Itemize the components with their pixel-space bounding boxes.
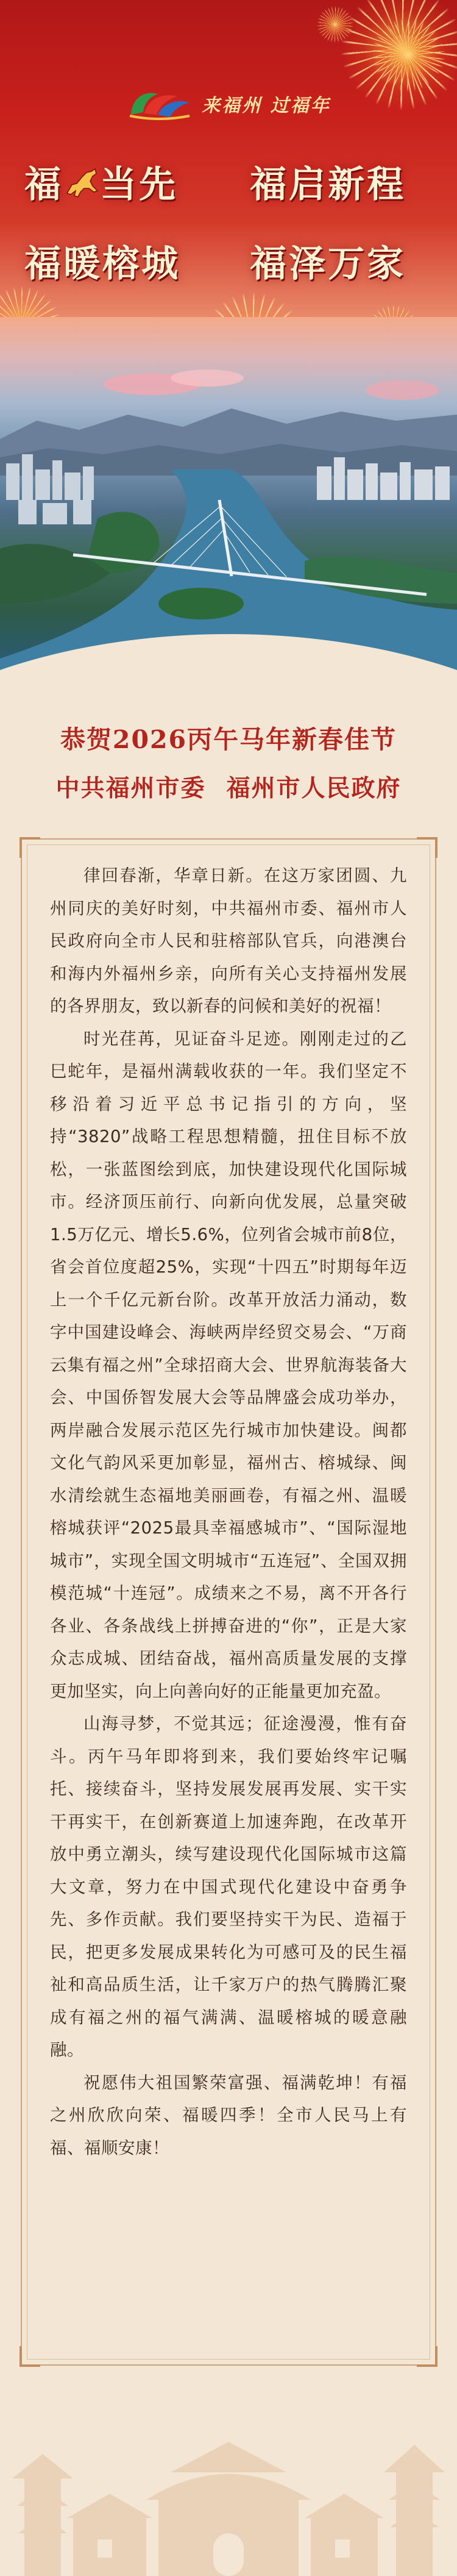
headline-dang-xian: 当先 [100, 163, 178, 206]
firework-decoration [0, 287, 61, 317]
letter-paragraph: 时光荏苒，见证奋斗足迹。刚刚走过的乙巳蛇年，是福州满载收获的一年。我们坚定不移沿着习近平总书记指引的方向，坚持“3820”战略工程思想精髓，扭住目标不放松，一张蓝图绘到底，加快建设现代化国际城市。经济顶压前行、向新向优发展，总量突破1.5万亿元、增长5.6%，位列省会城市前8位，省会首位度超25%，实现“十四五”时期每年迈上一个千亿元新台阶。改革开放活力涌动，数字中国建设峰会、海峡两岸经贸交易会、“万商云集有福之州”全球招商大会、世界航海装备大会、中国侨智发展大会等品牌盛会成功举办，两岸融合发展示范区先行城市加快建设。闽都文化气韵风采更加彰显，福州古、榕城绿、闽水清绘就生态福地美丽画卷，有福之州、温暖榕城获评“2025最具幸福感城市”、“国际湿地城市”，实现全国文明城市“五连冠”、全国双拥模范城“十连冠”。成绩来之不易，离不开各行各业、各条战线上拼搏奋进的“你”，正是大家众志成城、团结奋战，福州高质量发展的支撑更加坚实，向上向善向好的正能量更加充盈。 [50, 1029, 407, 1701]
fuzhou-logo-icon [126, 85, 193, 122]
slogan: 来福州 过福年 [202, 95, 331, 116]
headline-fu-qi-xin-cheng: 福启新程 [250, 163, 406, 206]
greeting-title: 恭贺2026丙午马年新春佳节 [60, 725, 397, 754]
logo-row [85, 79, 372, 128]
signer-government: 福州市人民政府 [226, 774, 402, 802]
letter-paragraph: 律回春渐，华章日新。在这万家团圆、九州同庆的美好时刻，中共福州市委、福州市人民政府向全市人民和驻榕部队官兵，向港澳台和海内外福州乡亲，向所有关心支持福州发展的各界朋友，致以新春的问候和美好的祝福！ [50, 866, 407, 1016]
frame-corner-ornament [19, 837, 40, 858]
horse-icon [63, 166, 100, 199]
top-banner [0, 0, 457, 317]
bottom-landmark-silhouette [0, 2375, 457, 2576]
headline-fu-char: 福 [24, 163, 63, 206]
firework-decoration [201, 293, 305, 317]
frame-corner-ornament [417, 2346, 438, 2367]
letter-body [50, 860, 407, 2164]
letter-paragraph: 祝愿伟大祖国繁荣富强、福满乾坤！有福之州欣欣向荣、福暖四季！全市人民马上有福、福顺安康！ [50, 2072, 407, 2158]
firework-decoration [366, 305, 420, 317]
signer-party-committee: 中共福州市委 [55, 774, 206, 802]
frame-corner-ornament [417, 837, 438, 858]
headline-fu-ze-wan-jia: 福泽万家 [250, 243, 406, 285]
headline-fu-dang-xian [24, 155, 178, 208]
greeting-signers [0, 769, 457, 804]
landmark-silhouette-illustration [0, 2375, 457, 2576]
letter-paragraph: 山海寻梦，不觉其远；征途漫漫，惟有奋斗。丙午马年即将到来，我们要始终牢记嘱托、接续奋斗，坚持发展发展再发展、实干实干再实干，在创新赛道上加速奔跑，在改革开放中勇立潮头，续写建设现代化国际城市这篇大文章，努力在中国式现代化建设中奋勇争先、多作贡献。我们要坚持实干为民、造福于民，把更多发展成果转化为可感可及的民生福祉和高品质生活，让千家万户的热气腾腾汇聚成有福之州的福气满满、温暖榕城的暖意融融。 [50, 1714, 407, 2060]
frame-corner-ornament [19, 2346, 40, 2367]
headline-fu-nuan-rong-cheng: 福暖榕城 [24, 243, 180, 285]
firework-decoration [372, 18, 445, 91]
firework-decoration [317, 6, 353, 43]
